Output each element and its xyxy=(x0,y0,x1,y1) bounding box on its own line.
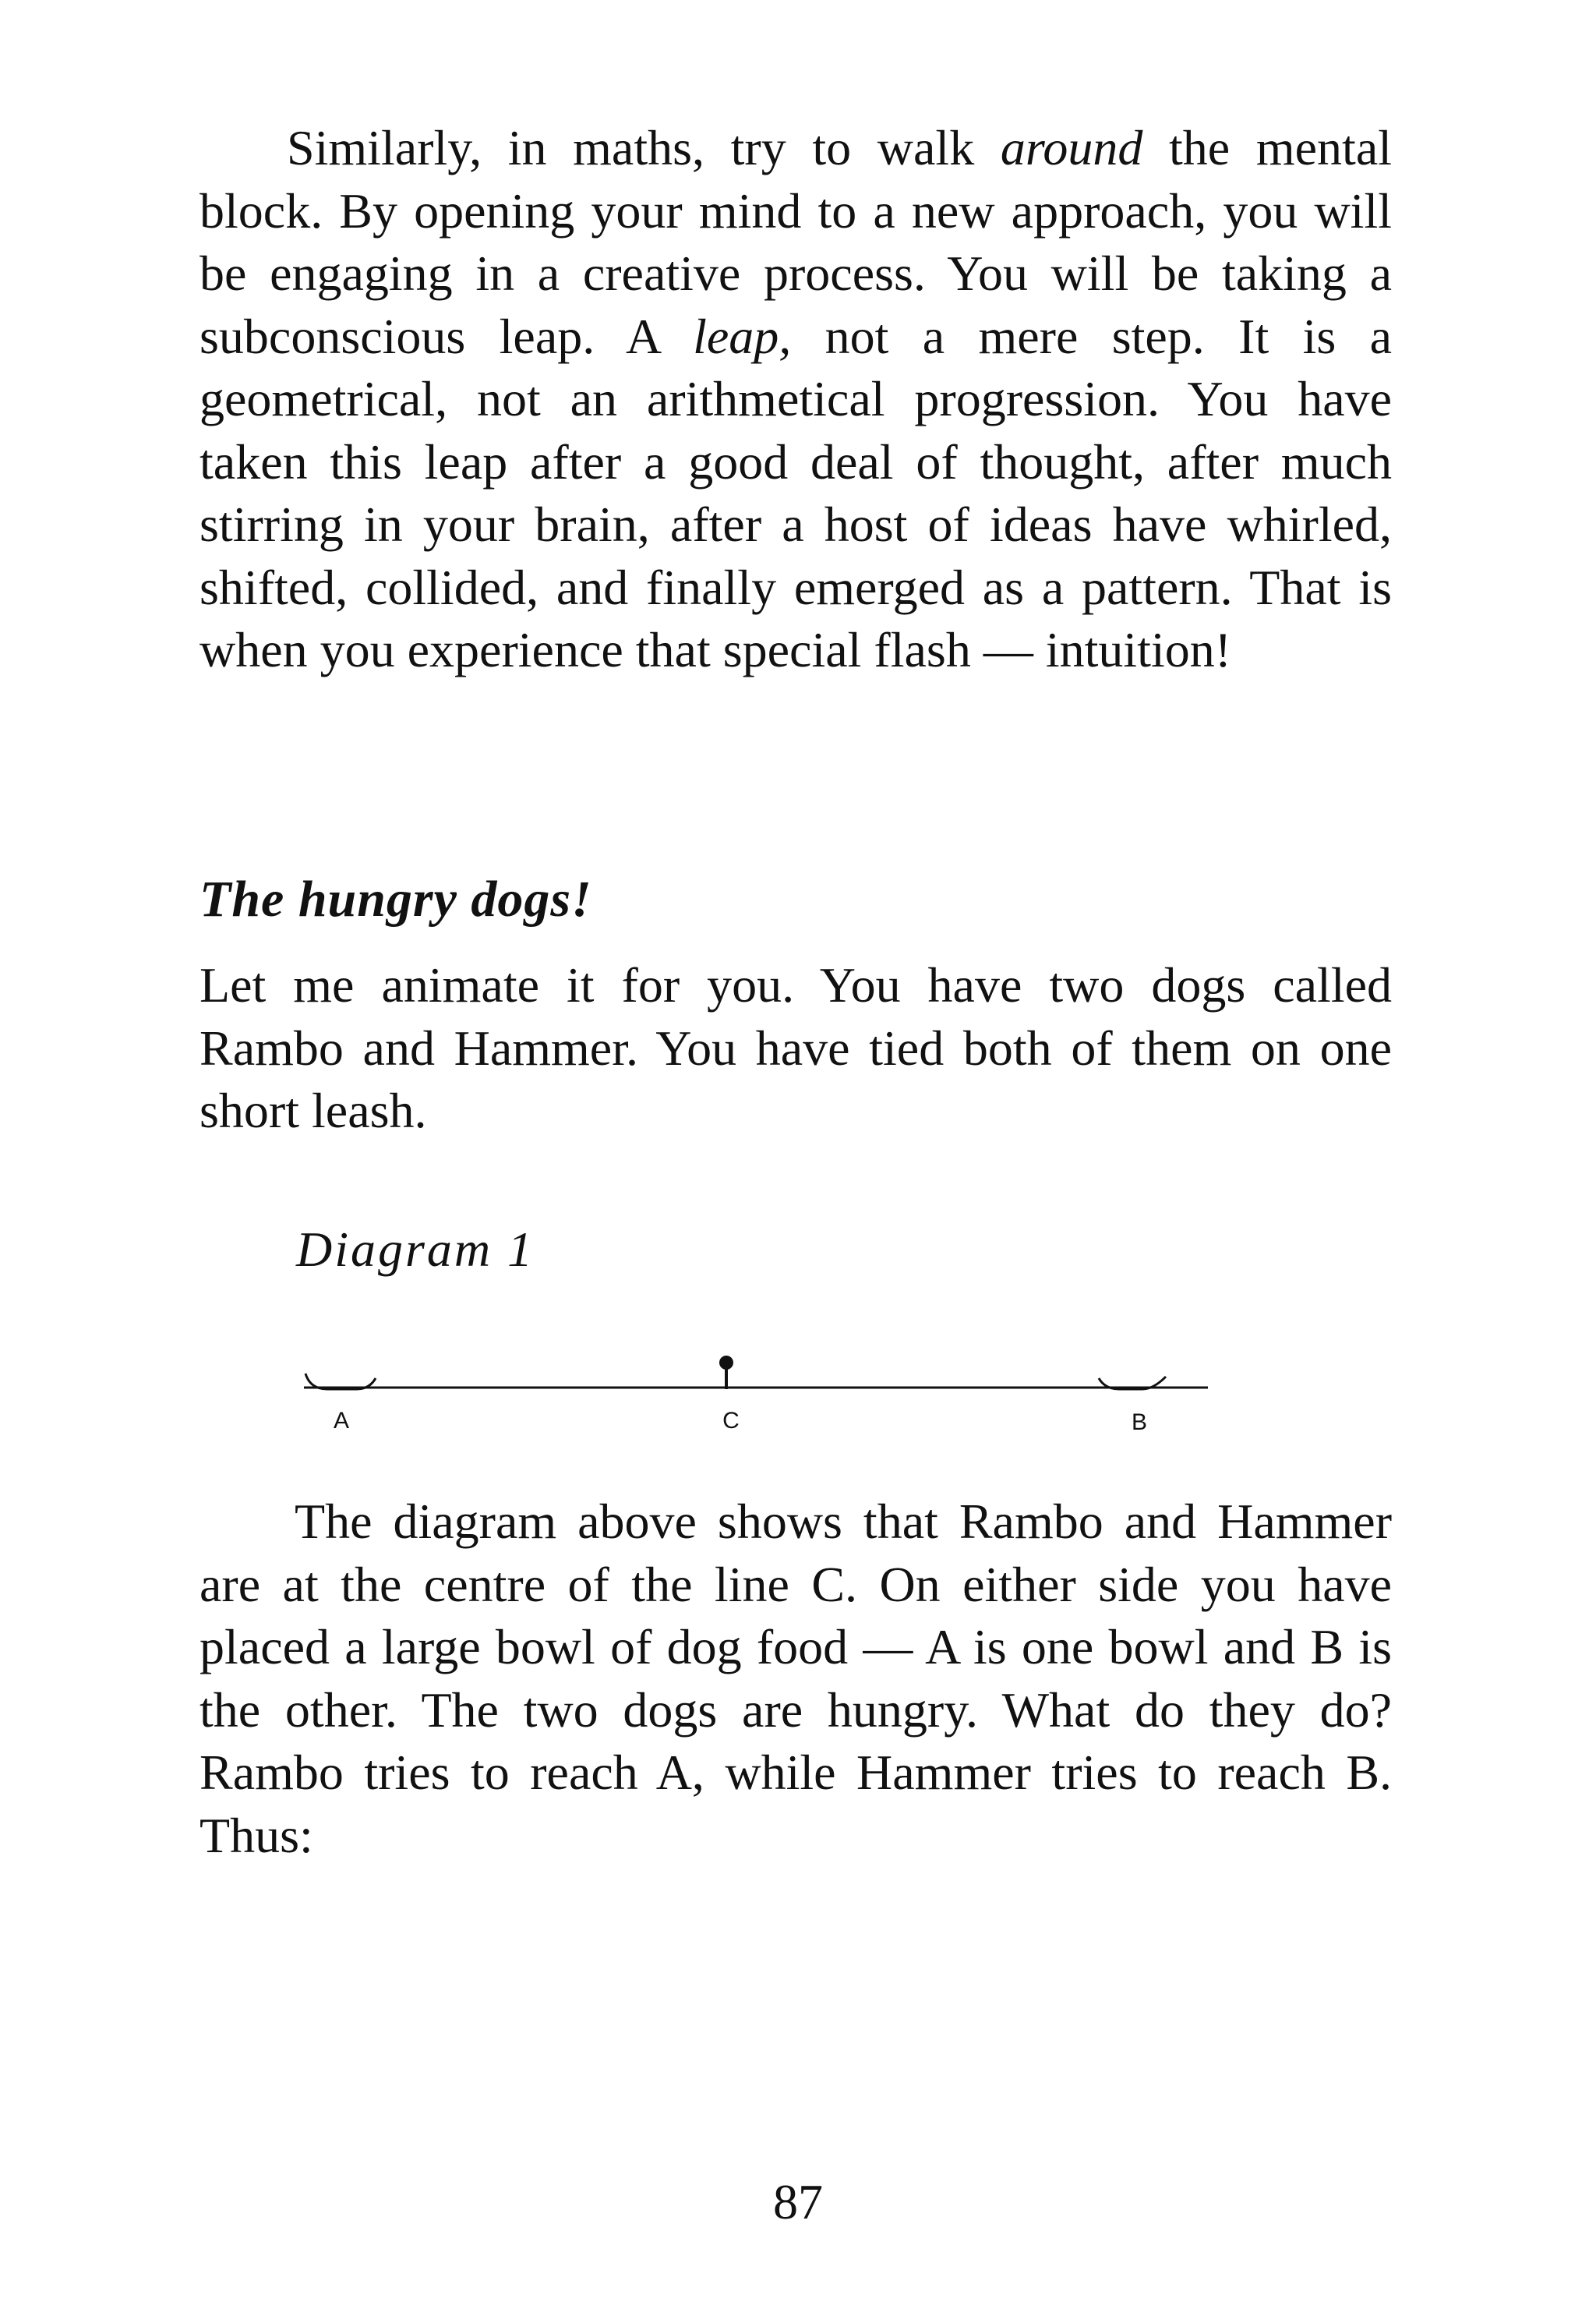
paragraph-text: Similarly, in maths, try to walk xyxy=(287,120,1001,175)
emphasis-around: around xyxy=(1000,120,1143,175)
label-c: C xyxy=(722,1408,740,1434)
paragraph-text: not a mere step. It is a geometrical, not an arithmetical progression. You have taken this leap after a good deal of thought, after much stirring in your brain, after a host of ideas have whirled, shifted, collided, and finally emerged as a pattern. That is when you experience that special flash — intuition! xyxy=(200,308,1393,677)
section-heading: The hungry dogs! xyxy=(200,871,592,928)
paragraph-intuition xyxy=(200,117,1392,682)
paragraph-dogs-intro: Let me animate it for you. You have two dogs called Rambo and Hammer. You have tied both of them on one short leash. xyxy=(200,957,1392,1138)
page-number: 87 xyxy=(773,2174,823,2229)
label-a: A xyxy=(333,1408,350,1434)
leash-diagram xyxy=(288,1333,1239,1450)
diagram-caption: Diagram 1 xyxy=(296,1222,535,1277)
paragraph-text: the mental block. By opening your mind to a new approach, you will be engaging in a creative process. You will be taking a subconscious leap. A xyxy=(200,120,1392,364)
emphasis-leap: leap, xyxy=(693,308,792,364)
leash-diagram-svg xyxy=(288,1333,1239,1450)
label-b: B xyxy=(1131,1409,1148,1435)
paragraph-diagram-explanation: The diagram above shows that Rambo and Hammer are at the centre of the line C. On either side you have placed a large bowl of dog food — A is one bowl and B is the other. The two dogs are hungry. What do they do? Rambo tries to reach A, while Hammer tries to reach B. Thus: xyxy=(200,1494,1392,1863)
